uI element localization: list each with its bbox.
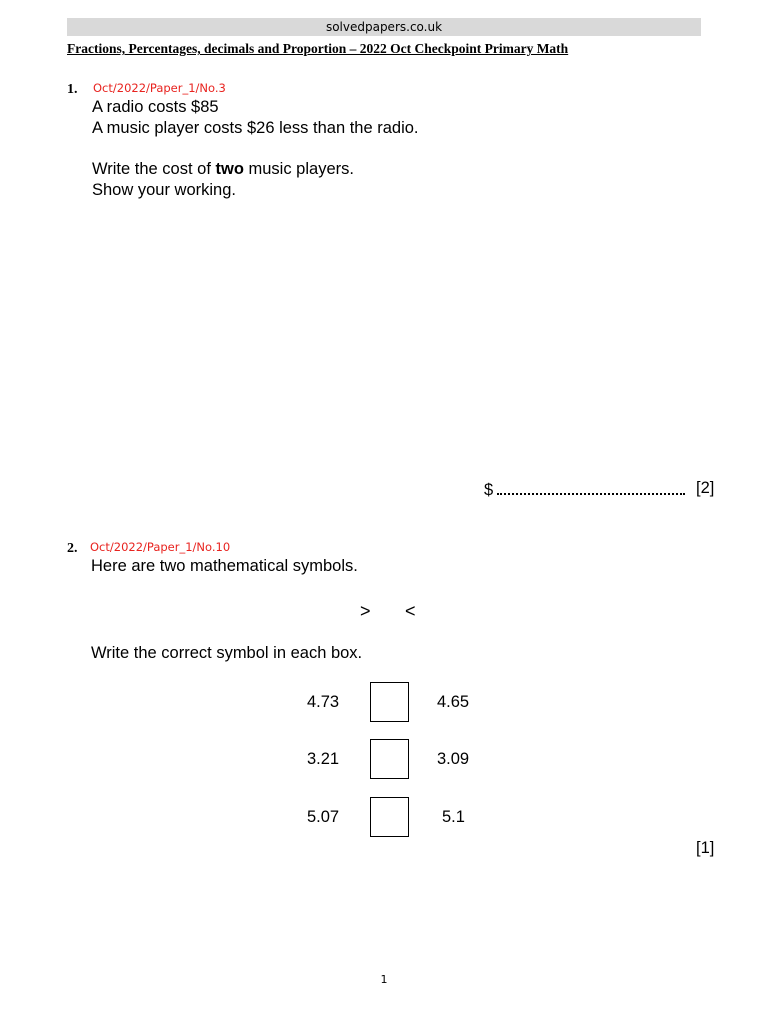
question-1-instruction-2: Show your working. xyxy=(92,181,236,199)
comparison-1-answer-box[interactable] xyxy=(370,682,409,722)
comparison-2-left: 3.21 xyxy=(307,750,340,768)
comparison-3-left: 5.07 xyxy=(307,808,340,826)
document-title: Fractions, Percentages, decimals and Proportion – 2022 Oct Checkpoint Primary Math xyxy=(67,41,569,56)
question-1 xyxy=(67,80,78,98)
page-number: 1 xyxy=(380,973,388,986)
question-2-marks: [1] xyxy=(696,839,715,857)
emphasis-two: two xyxy=(215,160,244,178)
question-1-instructions xyxy=(92,159,354,201)
answer-blank[interactable] xyxy=(497,479,685,495)
question-1-number: 1. xyxy=(67,82,78,97)
greater-than-symbol: > xyxy=(360,601,371,621)
less-than-symbol: < xyxy=(405,601,416,621)
question-2-reference: Oct/2022/Paper_1/No.10 xyxy=(90,540,231,554)
comparison-2-right: 3.09 xyxy=(437,750,470,768)
comparison-1-left: 4.73 xyxy=(307,693,340,711)
site-header-bar xyxy=(67,18,701,36)
question-2-number: 2. xyxy=(67,541,78,556)
question-2 xyxy=(67,539,78,557)
question-2-instruction: Write the correct symbol in each box. xyxy=(91,644,363,662)
question-1-text xyxy=(92,97,419,139)
comparison-2-answer-box[interactable] xyxy=(370,739,409,779)
question-1-answer-line xyxy=(484,479,685,500)
comparison-1-right: 4.65 xyxy=(437,693,470,711)
comparison-3-answer-box[interactable] xyxy=(370,797,409,837)
question-2-intro: Here are two mathematical symbols. xyxy=(91,557,358,575)
question-1-reference: Oct/2022/Paper_1/No.3 xyxy=(93,81,226,95)
dollar-sign: $ xyxy=(484,481,494,499)
site-name: solvedpapers.co.uk xyxy=(325,20,443,34)
question-1-instruction: Write the cost of two music players. xyxy=(92,160,354,178)
comparison-3-right: 5.1 xyxy=(442,808,465,826)
question-1-line-1: A radio costs $85 xyxy=(92,98,219,116)
question-1-line-2: A music player costs $26 less than the radio. xyxy=(92,119,419,137)
question-1-marks: [2] xyxy=(696,479,715,497)
